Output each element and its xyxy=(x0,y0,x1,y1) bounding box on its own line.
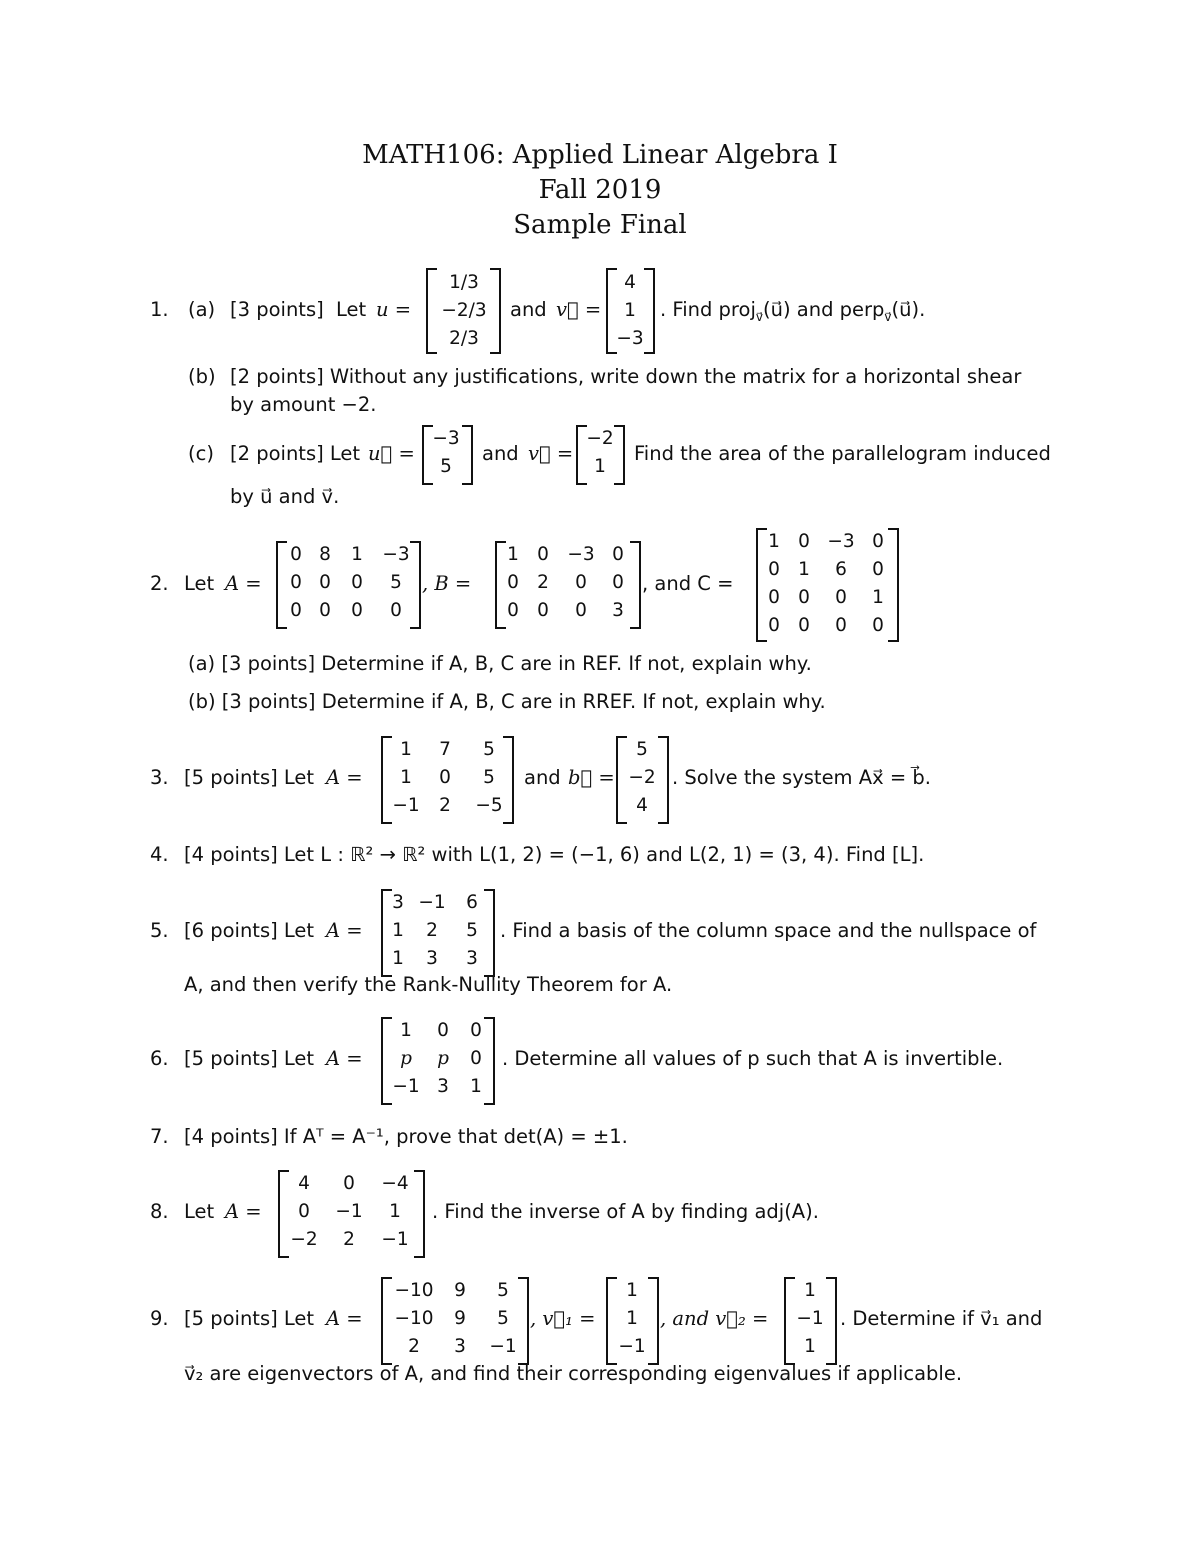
matrix-bracket-right xyxy=(410,541,421,629)
matrix-entry: 0 xyxy=(290,544,302,565)
matrix-entry: 7 xyxy=(439,739,451,760)
matrix-entry: 0 xyxy=(319,600,331,621)
matrix-A xyxy=(387,1017,491,1101)
part-label: (b) xyxy=(188,365,216,388)
matrix-entry: 3 xyxy=(437,1076,449,1097)
question-part-b: (b) [3 points] Determine if A, B, C are in RREF. If not, explain why. xyxy=(188,690,826,713)
matrix-entry: 0 xyxy=(507,572,519,593)
matrix-entry: 1 xyxy=(351,544,363,565)
matrix-entry: 6 xyxy=(466,892,478,913)
matrix-A xyxy=(388,1277,526,1361)
vector-u xyxy=(434,269,494,353)
matrix-entry: −3 xyxy=(567,544,595,565)
matrix-bracket-right xyxy=(658,736,669,824)
matrix-entry: 1 xyxy=(400,739,412,760)
points-label: [5 points] Let xyxy=(184,1307,315,1330)
vector-label: u = xyxy=(376,298,412,321)
matrix-bracket-right xyxy=(614,425,625,485)
matrix-entry: −1 xyxy=(618,1336,646,1357)
matrix-bracket-right xyxy=(644,268,655,354)
points-label: [5 points] Let xyxy=(184,766,315,789)
matrix-bracket-right xyxy=(414,1170,425,1258)
question-number: 9. xyxy=(150,1307,169,1330)
points-label: [6 points] Let xyxy=(184,919,315,942)
vector-label: u⃗ = xyxy=(368,442,415,465)
matrix-entry: 0 xyxy=(612,544,624,565)
matrix-entry: −1 xyxy=(335,1201,363,1222)
matrix-A xyxy=(387,889,489,973)
matrix-entry: 1 xyxy=(872,587,884,608)
matrix-label: , and C = xyxy=(642,572,734,595)
matrix-entry: −3 xyxy=(616,328,644,349)
matrix-entry: 1 xyxy=(626,1280,638,1301)
matrix-entry: −2 xyxy=(290,1229,318,1250)
matrix-entry: 2 xyxy=(537,572,549,593)
matrix-entry: 0 xyxy=(351,600,363,621)
matrix-entry: −10 xyxy=(394,1280,434,1301)
points-label: [5 points] Let xyxy=(184,1047,315,1070)
matrix-label: A = xyxy=(326,1047,363,1070)
matrix-entry: 0 xyxy=(612,572,624,593)
matrix-entry: 0 xyxy=(835,615,847,636)
matrix-label: , B = xyxy=(422,572,472,595)
question-number: 3. xyxy=(150,766,169,789)
matrix-entry: 1 xyxy=(804,1280,816,1301)
question-text: [4 points] Let L : ℝ² → ℝ² with L(1, 2) = (−1, 6) and L(2, 1) = (3, 4). Find [L]. xyxy=(184,843,925,866)
exam-subtitle: Sample Final xyxy=(513,210,687,240)
question-text: . Determine if v⃗₁ and xyxy=(840,1307,1043,1330)
and-text: and xyxy=(510,298,547,321)
part-label: (a) xyxy=(188,298,216,321)
matrix-entry: 0 xyxy=(798,587,810,608)
matrix-entry: 0 xyxy=(537,600,549,621)
matrix-entry: 3 xyxy=(392,892,404,913)
vector-label: b⃗ = xyxy=(568,766,615,789)
question-part-a: (a) [3 points] Determine if A, B, C are in REF. If not, explain why. xyxy=(188,652,812,675)
matrix-entry: 9 xyxy=(454,1308,466,1329)
matrix-entry: 0 xyxy=(470,1048,482,1069)
matrix-entry: −2 xyxy=(586,428,614,449)
question-text: by u⃗ and v⃗. xyxy=(230,485,340,508)
matrix-bracket-right xyxy=(630,541,641,629)
matrix-entry: 0 xyxy=(298,1201,310,1222)
question-text: v⃗₂ are eigenvectors of A, and find their corresponding eigenvalues if applicable. xyxy=(184,1362,963,1385)
matrix-entry: 5 xyxy=(497,1308,509,1329)
matrix-entry: 1 xyxy=(392,948,404,969)
matrix-entry: 5 xyxy=(483,739,495,760)
matrix-label: A = xyxy=(225,572,262,595)
matrix-bracket-right xyxy=(484,1017,495,1105)
matrix-entry: 0 xyxy=(768,615,780,636)
matrix-bracket-right xyxy=(484,889,495,977)
matrix-entry: 0 xyxy=(290,572,302,593)
matrix-A xyxy=(284,1170,416,1254)
matrix-entry: 2 xyxy=(426,920,438,941)
matrix-entry: 5 xyxy=(483,767,495,788)
matrix-entry: 0 xyxy=(768,559,780,580)
matrix-entry: 2/3 xyxy=(449,328,479,349)
matrix-entry: −1 xyxy=(796,1308,824,1329)
question-number: 7. xyxy=(150,1125,169,1148)
matrix-entry: 1 xyxy=(389,1201,401,1222)
matrix-entry: 9 xyxy=(454,1280,466,1301)
matrix-bracket-right xyxy=(648,1277,659,1365)
let-text: Let xyxy=(184,1200,215,1223)
matrix-A xyxy=(283,541,419,625)
matrix-entry: 1 xyxy=(507,544,519,565)
matrix-entry: 0 xyxy=(798,531,810,552)
points-label: [3 points] xyxy=(230,298,324,321)
matrix-entry: 0 xyxy=(507,600,519,621)
matrix-bracket-right xyxy=(826,1277,837,1365)
matrix-label: A = xyxy=(326,766,363,789)
matrix-entry: 0 xyxy=(575,572,587,593)
matrix-entry: 3 xyxy=(426,948,438,969)
question-number: 2. xyxy=(150,572,169,595)
matrix-entry: 0 xyxy=(872,531,884,552)
matrix-entry: 3 xyxy=(466,948,478,969)
matrix-entry: 0 xyxy=(437,1020,449,1041)
matrix-entry: 8 xyxy=(319,544,331,565)
matrix-bracket-right xyxy=(888,528,899,642)
matrix-entry: 2 xyxy=(439,795,451,816)
question-number: 8. xyxy=(150,1200,169,1223)
question-text: by amount −2. xyxy=(230,393,377,416)
course-title: MATH106: Applied Linear Algebra I xyxy=(362,140,838,170)
matrix-entry: 4 xyxy=(624,272,636,293)
matrix-entry: p xyxy=(400,1048,412,1069)
matrix-entry: 4 xyxy=(636,795,648,816)
matrix-entry: 1 xyxy=(470,1076,482,1097)
question-text: Find the area of the parallelogram induced xyxy=(634,442,1051,465)
matrix-entry: 0 xyxy=(439,767,451,788)
matrix-entry: 3 xyxy=(612,600,624,621)
matrix-entry: 0 xyxy=(835,587,847,608)
matrix-entry: −5 xyxy=(475,795,503,816)
question-number: 1. xyxy=(150,298,169,321)
let-text: Let xyxy=(336,298,367,321)
matrix-bracket-right xyxy=(462,425,473,485)
matrix-entry: 0 xyxy=(290,600,302,621)
matrix-entry: 0 xyxy=(351,572,363,593)
matrix-entry: −2 xyxy=(628,767,656,788)
let-text: Let xyxy=(184,572,215,595)
matrix-entry: 0 xyxy=(319,572,331,593)
matrix-entry: 0 xyxy=(872,559,884,580)
part-label: (c) xyxy=(188,442,214,465)
matrix-entry: 3 xyxy=(454,1336,466,1357)
matrix-label: A = xyxy=(326,1307,363,1330)
matrix-entry: 1 xyxy=(392,920,404,941)
matrix-entry: 6 xyxy=(835,559,847,580)
and-text: and xyxy=(524,766,561,789)
question-number: 6. xyxy=(150,1047,169,1070)
matrix-entry: −3 xyxy=(827,531,855,552)
matrix-entry: −3 xyxy=(382,544,410,565)
matrix-entry: −1 xyxy=(418,892,446,913)
matrix-entry: 1/3 xyxy=(449,272,479,293)
matrix-entry: 5 xyxy=(636,739,648,760)
matrix-entry: 1 xyxy=(400,1020,412,1041)
vector-u xyxy=(428,425,464,481)
matrix-entry: 2 xyxy=(408,1336,420,1357)
matrix-entry: 0 xyxy=(343,1173,355,1194)
matrix-entry: 0 xyxy=(872,615,884,636)
matrix-entry: −1 xyxy=(381,1229,409,1250)
matrix-entry: 0 xyxy=(390,600,402,621)
question-text: . Solve the system Ax⃗ = b⃗. xyxy=(672,766,931,789)
matrix-entry: −3 xyxy=(432,428,460,449)
question-text: . Find the inverse of A by finding adj(A). xyxy=(432,1200,819,1223)
matrix-entry: −4 xyxy=(381,1173,409,1194)
matrix-entry: −1 xyxy=(489,1336,517,1357)
matrix-entry: 1 xyxy=(798,559,810,580)
matrix-entry: 1 xyxy=(594,456,606,477)
vector-v2 xyxy=(790,1277,830,1361)
vector-v1 xyxy=(612,1277,652,1361)
matrix-bracket-right xyxy=(518,1277,529,1365)
vector-v xyxy=(612,269,648,353)
matrix-entry: 1 xyxy=(804,1336,816,1357)
matrix-entry: 0 xyxy=(798,615,810,636)
matrix-entry: p xyxy=(437,1048,449,1069)
matrix-entry: 5 xyxy=(440,456,452,477)
matrix-label: A = xyxy=(326,919,363,942)
matrix-entry: 0 xyxy=(537,544,549,565)
matrix-C xyxy=(761,528,895,640)
question-text: [4 points] If Aᵀ = A⁻¹, prove that det(A) = ±1. xyxy=(184,1125,628,1148)
vector-label: , v⃗₁ = xyxy=(530,1307,596,1330)
matrix-entry: −1 xyxy=(392,795,420,816)
matrix-bracket-right xyxy=(503,736,514,824)
question-text: A, and then verify the Rank-Nullity Theorem for A. xyxy=(184,973,673,996)
question-text: [2 points] Without any justifications, write down the matrix for a horizontal shear xyxy=(230,365,1022,388)
matrix-entry: −10 xyxy=(394,1308,434,1329)
matrix-entry: 0 xyxy=(575,600,587,621)
matrix-bracket-right xyxy=(490,268,501,354)
matrix-entry: −2/3 xyxy=(441,300,487,321)
question-text: . Find proj$_{v⃗}$(u⃗) and perp$_{v⃗}$(u⃗). xyxy=(660,298,926,324)
question-text: . Find a basis of the column space and the nullspace of xyxy=(500,919,1037,942)
matrix-entry: −1 xyxy=(392,1076,420,1097)
vector-label: v⃗ = xyxy=(556,298,602,321)
term-title: Fall 2019 xyxy=(538,175,662,205)
vector-label: , and v⃗₂ = xyxy=(660,1307,769,1330)
points-label: [2 points] Let xyxy=(230,442,361,465)
matrix-B xyxy=(500,541,634,625)
matrix-entry: 2 xyxy=(343,1229,355,1250)
matrix-entry: 4 xyxy=(298,1173,310,1194)
vector-v xyxy=(582,425,618,481)
matrix-entry: 5 xyxy=(390,572,402,593)
and-text: and xyxy=(482,442,519,465)
matrix-entry: 5 xyxy=(466,920,478,941)
matrix-entry: 1 xyxy=(626,1308,638,1329)
vector-b xyxy=(622,736,662,820)
matrix-entry: 5 xyxy=(497,1280,509,1301)
matrix-entry: 0 xyxy=(768,587,780,608)
question-number: 5. xyxy=(150,919,169,942)
matrix-entry: 1 xyxy=(400,767,412,788)
question-text: . Determine all values of p such that A is invertible. xyxy=(502,1047,1004,1070)
matrix-entry: 1 xyxy=(768,531,780,552)
matrix-A xyxy=(388,736,512,820)
question-number: 4. xyxy=(150,843,169,866)
matrix-entry: 1 xyxy=(624,300,636,321)
matrix-label: A = xyxy=(225,1200,262,1223)
matrix-entry: 0 xyxy=(470,1020,482,1041)
vector-label: v⃗ = xyxy=(528,442,574,465)
